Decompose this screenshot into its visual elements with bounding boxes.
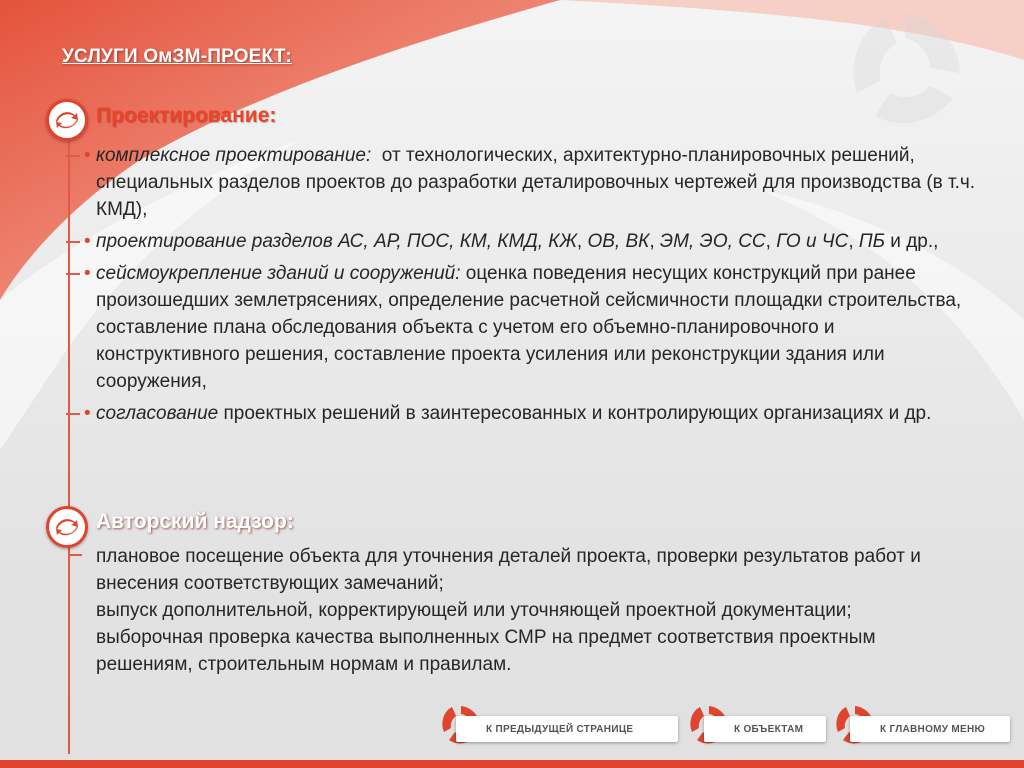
item-text: , <box>576 231 588 252</box>
list-item <box>84 142 981 223</box>
item-text: оценка поведения несущих конструкций при ранее произошедших землетрясениях, определение расчетной сейсмичности площадки строительства, составление плана обследования объекта с учетом его объемно-планировочного и конструктивного решения, составление проекта усиления или реконструкции здания или сооружения, <box>96 263 962 392</box>
design-services-list <box>84 142 981 432</box>
bullet-dot: • <box>84 263 91 284</box>
bullet-dot: • <box>84 231 91 252</box>
supervision-line: плановое посещение объекта для уточнения деталей проекта, проверки результатов работ и внесения соответствующих замечаний; <box>96 546 921 594</box>
item-emphasis: ПБ <box>858 231 886 252</box>
timeline-tick <box>68 554 82 556</box>
bullet-dot: • <box>84 145 91 166</box>
item-emphasis: проектирование разделов АС, АР, ПОС, КМ, КМД, КЖ <box>96 231 577 252</box>
item-text: проектных решений в заинтересованных и контролирующих организациях и др. <box>218 403 932 424</box>
item-text: и др., <box>885 231 939 252</box>
item-emphasis: ЭМ, ЭО, СС <box>659 231 766 252</box>
supervision-line: выборочная проверка качества выполненных СМР на предмет соответствия проектным решениям, строительным нормам и правилам. <box>96 627 876 675</box>
main-menu-button[interactable]: К ГЛАВНОМУ МЕНЮ <box>850 716 1010 742</box>
section-heading-supervision: Авторский надзор: <box>96 510 294 533</box>
item-emphasis: комплексное проектирование: <box>96 145 372 166</box>
timeline-tick <box>66 273 80 275</box>
list-item <box>84 228 976 255</box>
timeline-tick <box>66 413 80 415</box>
item-text: от технологических, архитектурно-планировочных решений, специальных разделов проектов до разработки деталировочных чертежей для производства (в т.ч. КМД), <box>96 145 981 220</box>
prev-page-button[interactable]: К ПРЕДЫДУЩЕЙ СТРАНИЦЕ <box>456 716 678 742</box>
item-emphasis: ОВ, ВК <box>587 231 650 252</box>
supervision-line: выпуск дополнительной, корректирующей или уточняющей проектной документации; <box>96 600 852 621</box>
item-emphasis: согласование <box>96 403 219 424</box>
timeline-tick <box>66 155 80 157</box>
timeline-line <box>68 128 70 754</box>
list-item <box>84 260 976 395</box>
item-text: , <box>765 231 777 252</box>
supervision-text <box>96 543 976 678</box>
item-text: , <box>649 231 660 252</box>
bullet-dot: • <box>84 403 91 424</box>
arrow-swirl-icon <box>46 506 88 548</box>
item-emphasis: ГО и ЧС <box>776 231 849 252</box>
section-heading-design: Проектирование: <box>96 104 277 127</box>
page-title: УСЛУГИ ОмЗМ-ПРОЕКТ: <box>62 46 292 67</box>
arrow-swirl-icon <box>46 99 88 141</box>
objects-button[interactable]: К ОБЪЕКТАМ <box>704 716 826 742</box>
item-emphasis: сейсмоукрепление зданий и сооружений: <box>96 263 461 284</box>
list-item <box>84 400 976 427</box>
bottom-bar <box>0 760 1024 768</box>
item-text: , <box>848 231 859 252</box>
timeline-tick <box>66 241 80 243</box>
